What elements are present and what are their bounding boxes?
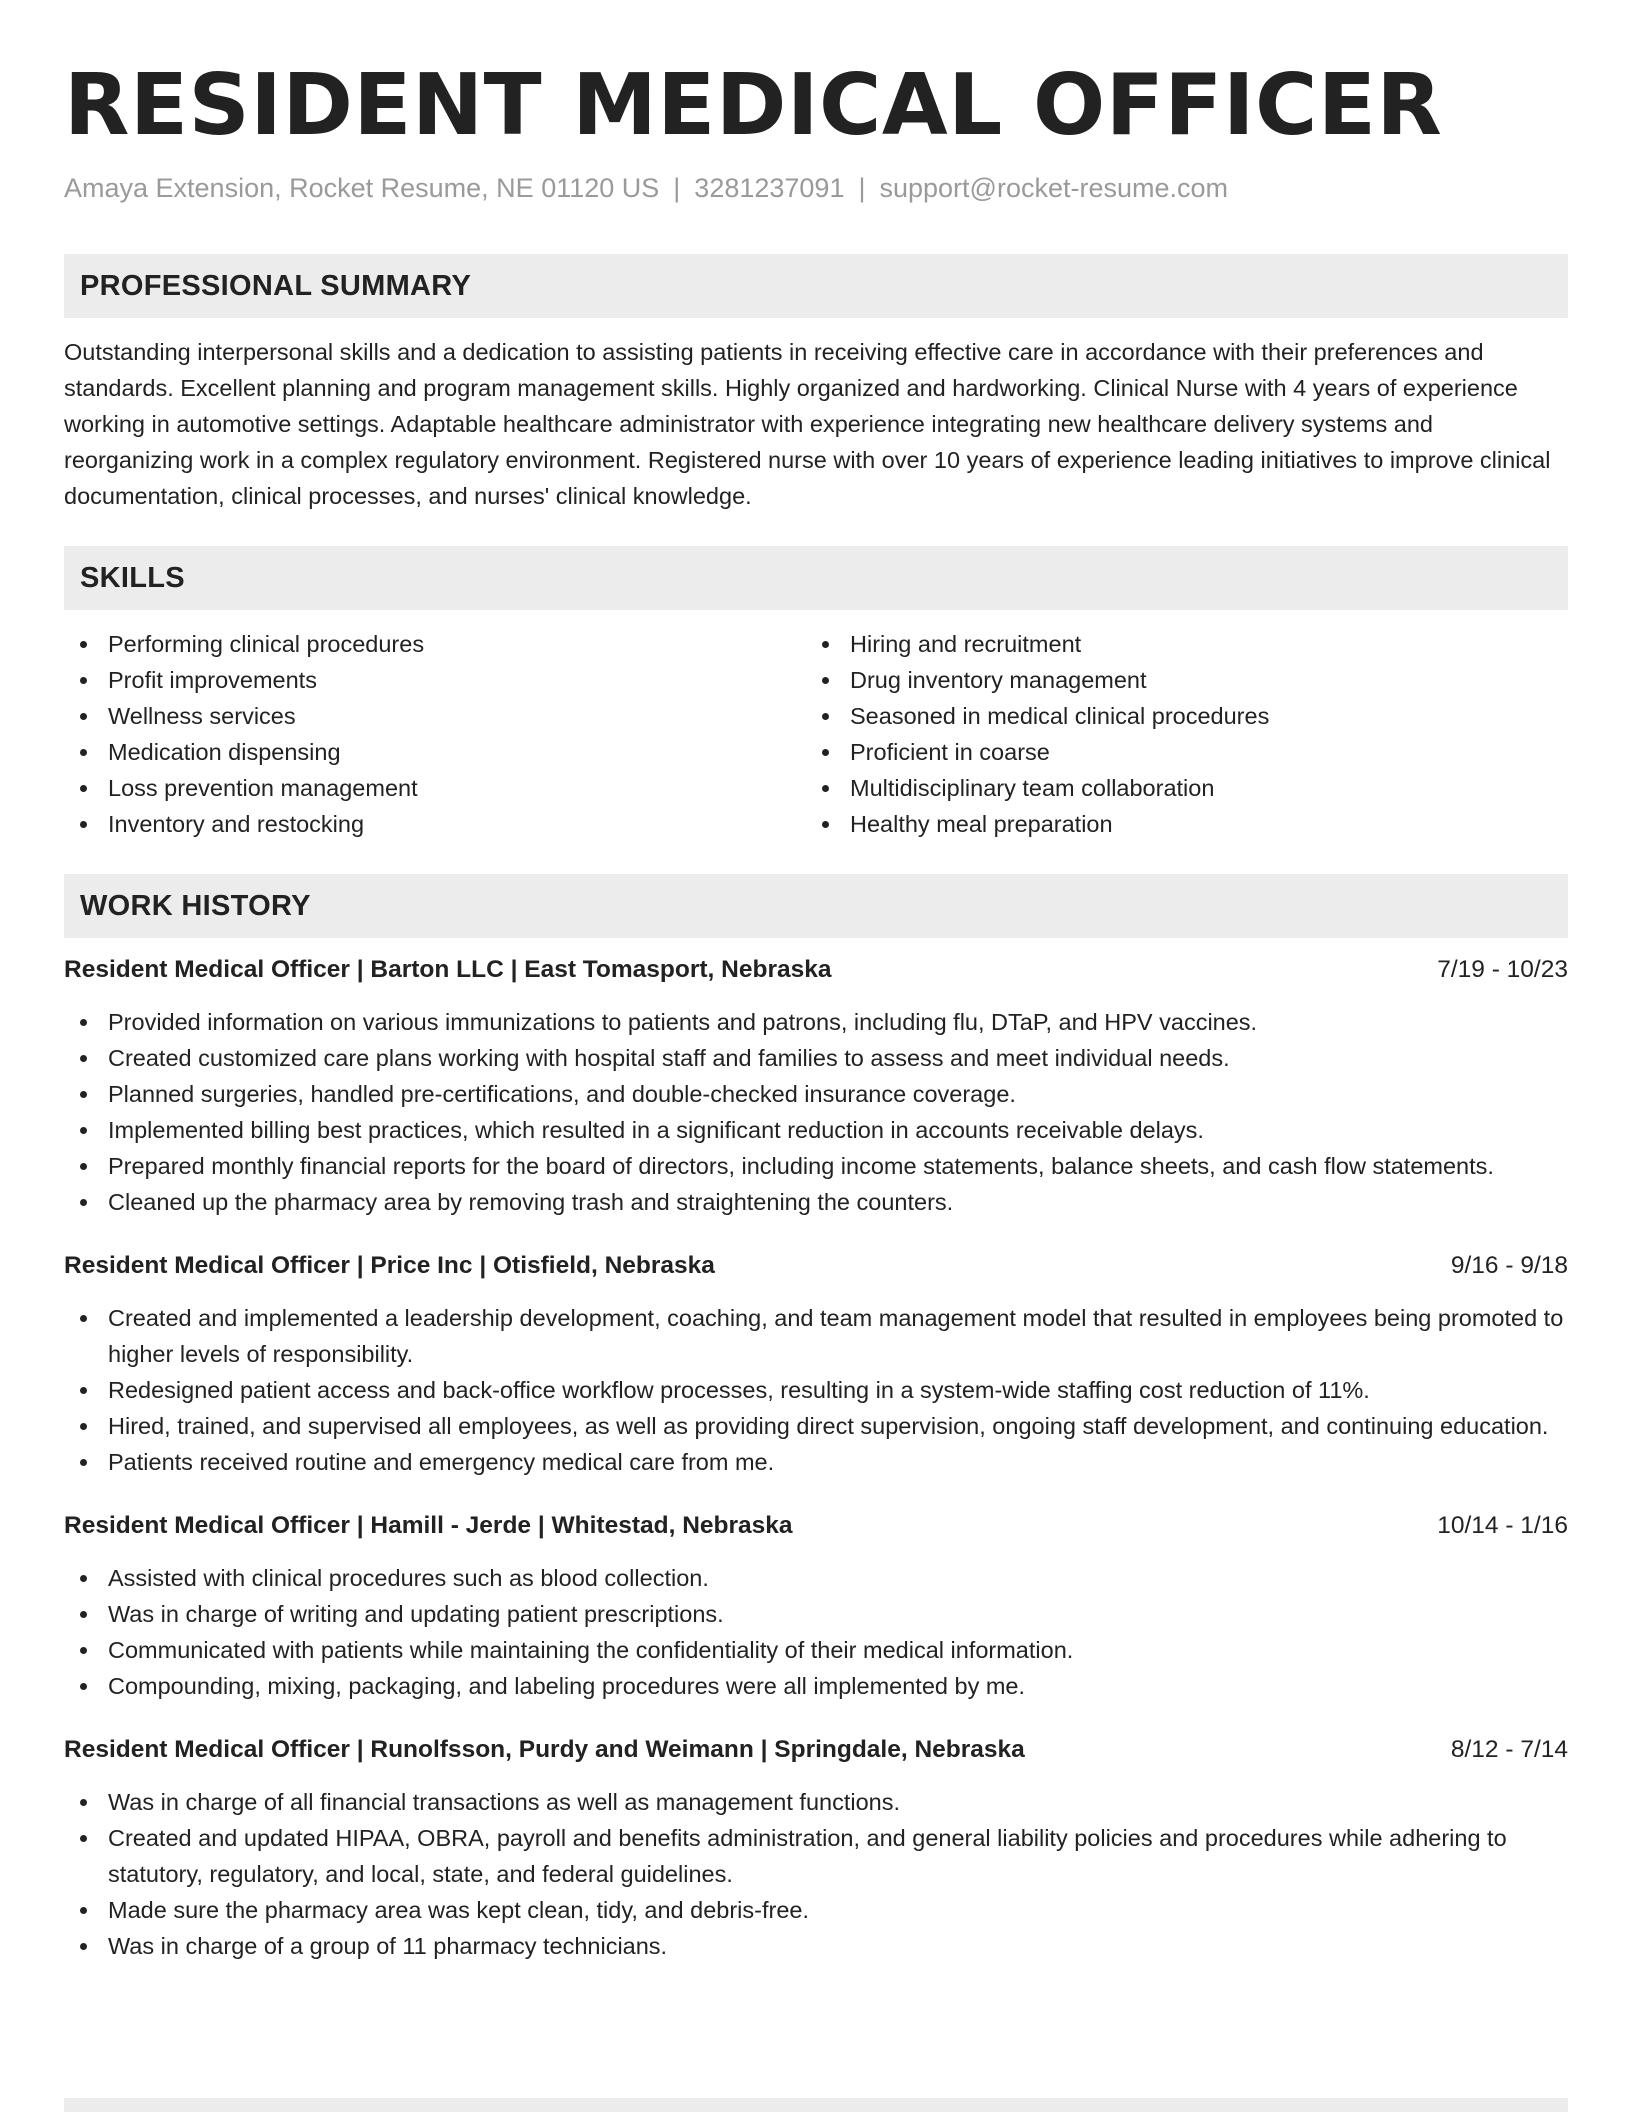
skill-item: Loss prevention management	[64, 770, 806, 806]
job-bullet: Cleaned up the pharmacy area by removing trash and straightening the counters.	[64, 1184, 1568, 1220]
job-bullet: Planned surgeries, handled pre-certifications, and double-checked insurance coverage.	[64, 1076, 1568, 1112]
skill-item: Wellness services	[64, 698, 806, 734]
job-bullet: Implemented billing best practices, which resulted in a significant reduction in accounts receivable delays.	[64, 1112, 1568, 1148]
contact-phone: 3281237091	[694, 173, 845, 203]
summary-text: Outstanding interpersonal skills and a dedication to assisting patients in receiving effective care in accordance with their preferences and standards. Excellent planning and program management skills. Highly organized and hardworking. Clinical Nurse with 4 years of experience working in automotive settings. Adaptable healthcare administrator with experience integrating new healthcare delivery systems and reorganizing work in a complex regulatory environment. Registered nurse with over 10 years of experience leading initiatives to improve clinical documentation, clinical processes, and nurses' clinical knowledge.	[64, 339, 1551, 509]
job-title: Resident Medical Officer | Hamill - Jerde | Whitestad, Nebraska	[64, 1512, 793, 1539]
job-title-row	[64, 1508, 1568, 1544]
skills-column-right	[806, 626, 1548, 842]
job-dates: 10/14 - 1/16	[1437, 1512, 1568, 1539]
skills-heading: SKILLS	[64, 546, 1568, 610]
job-title: Resident Medical Officer | Price Inc | Otisfield, Nebraska	[64, 1252, 715, 1279]
next-section-bar	[64, 2098, 1568, 2112]
job-entry	[64, 1248, 1568, 1480]
job-entry	[64, 952, 1568, 1220]
job-title-row	[64, 1732, 1568, 1768]
job-dates: 7/19 - 10/23	[1437, 956, 1568, 983]
job-bullet: Created and updated HIPAA, OBRA, payroll and benefits administration, and general liability policies and procedures while adhering to statutory, regulatory, and local, state, and federal guidelines.	[64, 1820, 1568, 1892]
job-bullet: Redesigned patient access and back-office workflow processes, resulting in a system-wide staffing cost reduction of 11%.	[64, 1372, 1568, 1408]
skill-item: Proficient in coarse	[806, 734, 1548, 770]
job-bullet: Hired, trained, and supervised all employees, as well as providing direct supervision, ongoing staff development, and continuing education.	[64, 1408, 1568, 1444]
skill-item: Multidisciplinary team collaboration	[806, 770, 1548, 806]
job-bullet: Patients received routine and emergency medical care from me.	[64, 1444, 1568, 1480]
contact-line	[64, 170, 1568, 206]
resume-title: RESIDENT MEDICAL OFFICER	[64, 56, 1443, 155]
job-bullet: Was in charge of writing and updating patient prescriptions.	[64, 1596, 1568, 1632]
resume-page	[64, 0, 1568, 1964]
job-title: Resident Medical Officer | Runolfsson, Purdy and Weimann | Springdale, Nebraska	[64, 1736, 1025, 1763]
job-bullet: Was in charge of all financial transactions as well as management functions.	[64, 1784, 1568, 1820]
job-dates: 9/16 - 9/18	[1450, 1252, 1568, 1279]
job-bullet: Made sure the pharmacy area was kept clean, tidy, and debris-free.	[64, 1892, 1568, 1928]
job-bullet: Created customized care plans working with hospital staff and families to assess and meet individual needs.	[64, 1040, 1568, 1076]
skill-item: Seasoned in medical clinical procedures	[806, 698, 1548, 734]
job-bullets	[64, 1560, 1568, 1704]
skill-item: Performing clinical procedures	[64, 626, 806, 662]
skills-grid	[64, 626, 1568, 842]
skill-item: Drug inventory management	[806, 662, 1548, 698]
skill-item: Healthy meal preparation	[806, 806, 1548, 842]
skill-item: Profit improvements	[64, 662, 806, 698]
job-title-row	[64, 1248, 1568, 1284]
job-bullet: Assisted with clinical procedures such as blood collection.	[64, 1560, 1568, 1596]
job-bullet: Prepared monthly financial reports for the board of directors, including income statements, balance sheets, and cash flow statements.	[64, 1148, 1568, 1184]
job-bullets	[64, 1004, 1568, 1220]
job-bullet: Provided information on various immunizations to patients and patrons, including flu, DTaP, and HPV vaccines.	[64, 1004, 1568, 1040]
job-bullets	[64, 1300, 1568, 1480]
job-entry	[64, 1508, 1568, 1704]
skill-item: Hiring and recruitment	[806, 626, 1548, 662]
job-dates: 8/12 - 7/14	[1450, 1736, 1568, 1763]
contact-separator: |	[858, 173, 866, 203]
job-bullet: Compounding, mixing, packaging, and labeling procedures were all implemented by me.	[64, 1668, 1568, 1704]
summary-heading: PROFESSIONAL SUMMARY	[64, 254, 1568, 318]
contact-address: Amaya Extension, Rocket Resume, NE 01120 US	[64, 173, 660, 203]
skill-item: Inventory and restocking	[64, 806, 806, 842]
contact-email: support@rocket-resume.com	[879, 173, 1229, 203]
job-title: Resident Medical Officer | Barton LLC | East Tomasport, Nebraska	[64, 956, 832, 983]
job-bullet: Was in charge of a group of 11 pharmacy technicians.	[64, 1928, 1568, 1964]
job-bullet: Communicated with patients while maintaining the confidentiality of their medical information.	[64, 1632, 1568, 1668]
job-bullet: Created and implemented a leadership development, coaching, and team management model that resulted in employees being promoted to higher levels of responsibility.	[64, 1300, 1568, 1372]
contact-separator: |	[673, 173, 681, 203]
job-title-row	[64, 952, 1568, 988]
job-bullets	[64, 1784, 1568, 1964]
skills-column-left	[64, 626, 806, 842]
job-entry	[64, 1732, 1568, 1964]
skill-item: Medication dispensing	[64, 734, 806, 770]
work-history-heading: WORK HISTORY	[64, 874, 1568, 938]
